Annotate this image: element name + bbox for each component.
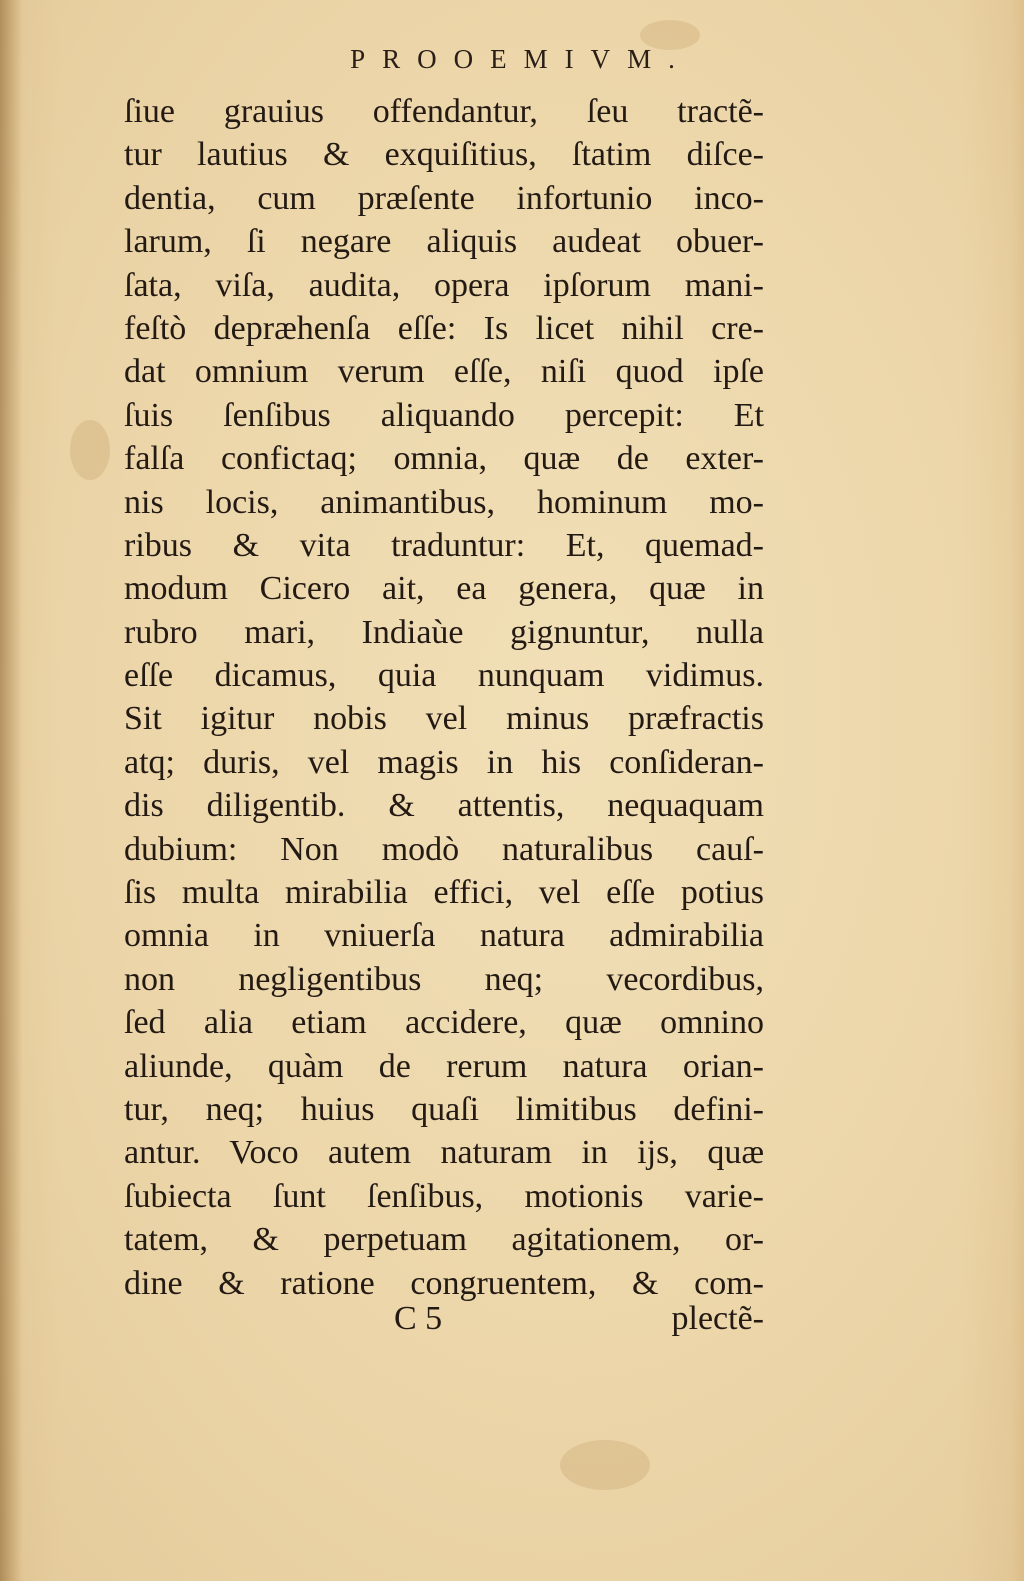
text-line: dis diligentib. & attentis, nequaquam <box>124 787 764 825</box>
text-line: ſubiecta ſunt ſenſibus, motionis varie- <box>124 1177 764 1215</box>
text-line: ſuis ſenſibus aliquando percepit: Et <box>124 396 764 434</box>
text-line: dentia, cum præſente infortunio inco- <box>124 179 764 217</box>
text-line: aliunde, quàm de rerum natura orian- <box>124 1047 764 1085</box>
text-line: tur lautius & exquiſitius, ſtatim diſce- <box>124 136 764 174</box>
binding-gutter <box>0 0 22 1581</box>
text-line: atq; duris, vel magis in his conſideran- <box>124 743 764 781</box>
text-line: falſa confictaq; omnia, quæ de exter- <box>124 440 764 478</box>
signature-mark: C 5 <box>394 1300 443 1337</box>
text-line: ribus & vita traduntur: Et, quemad- <box>124 526 764 564</box>
text-line: ſata, viſa, audita, opera ipſorum mani- <box>124 266 764 304</box>
text-line: antur. Voco autem naturam in ijs, quæ <box>124 1134 764 1172</box>
text-line: omnia in vniuerſa natura admirabilia <box>124 917 764 955</box>
text-line: ſed alia etiam accidere, quæ omnino <box>124 1004 764 1042</box>
running-head: PROOEMIVM. <box>350 44 692 74</box>
text-line: dine & ratione congruentem, & com- <box>124 1264 764 1302</box>
text-line: modum Cicero ait, ea genera, quæ in <box>124 570 764 608</box>
catchword: plectẽ- <box>671 1300 764 1337</box>
text-line: rubro mari, Indiaùe gignuntur, nulla <box>124 613 764 651</box>
paper-stain <box>70 420 110 480</box>
text-line: tatem, & perpetuam agitationem, or- <box>124 1221 764 1259</box>
text-line: eſſe dicamus, quia nunquam vidimus. <box>124 657 764 695</box>
body-text <box>124 90 764 1305</box>
page-footer <box>124 1300 764 1344</box>
text-line: nis locis, animantibus, hominum mo- <box>124 483 764 521</box>
text-line: ſiue grauius offendantur, ſeu tractẽ- <box>124 93 764 130</box>
paper-stain <box>560 1440 650 1490</box>
text-line: larum, ſi negare aliquis audeat obuer- <box>124 223 764 261</box>
text-line: tur, neq; huius quaſi limitibus defini- <box>124 1090 764 1128</box>
text-line: ſis multa mirabilia effici, vel eſſe potius <box>124 874 764 912</box>
text-line: feſtò depræhenſa eſſe: Is licet nihil cre- <box>124 309 764 347</box>
text-line: Sit igitur nobis vel minus præfractis <box>124 700 764 738</box>
text-line: dat omnium verum eſſe, niſi quod ipſe <box>124 353 764 391</box>
text-line: non negligentibus neq; vecordibus, <box>124 960 764 998</box>
text-line: dubium: Non modò naturalibus cauſ- <box>124 830 764 868</box>
